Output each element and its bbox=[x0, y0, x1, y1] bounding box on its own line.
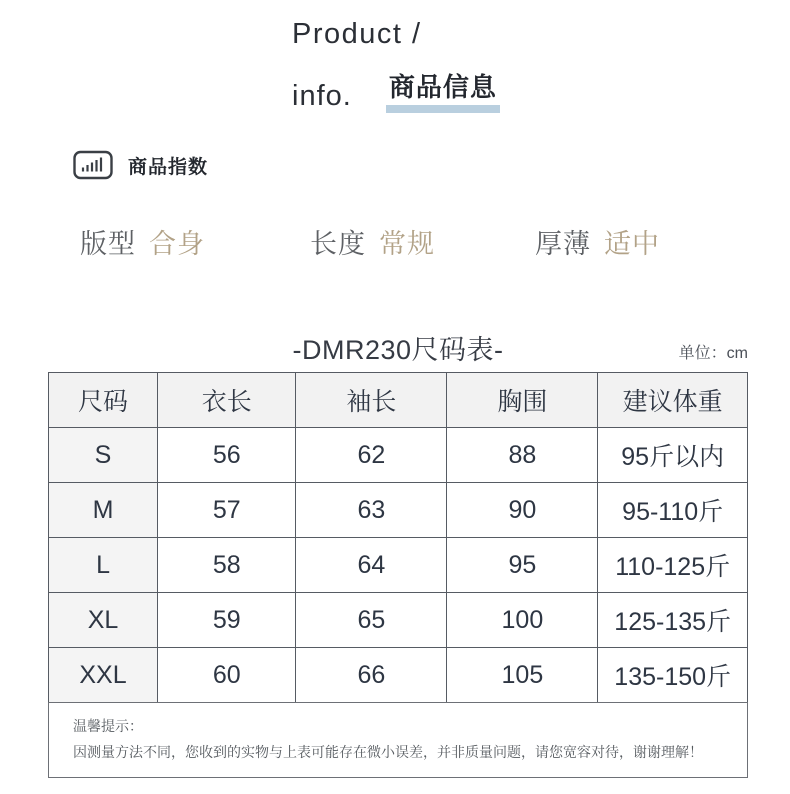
value-cell: 110-125斤 bbox=[598, 538, 748, 593]
value-cell: 62 bbox=[296, 428, 447, 483]
attribute-label: 长度 bbox=[310, 229, 366, 259]
column-header: 袖长 bbox=[296, 373, 447, 428]
size-table bbox=[48, 372, 748, 703]
attribute-fit bbox=[80, 222, 205, 261]
table-row bbox=[49, 593, 748, 648]
size-cell: M bbox=[49, 483, 158, 538]
table-header-row bbox=[49, 373, 748, 428]
header-title-zh: 商品信息 bbox=[386, 67, 500, 113]
notice-body: 因测量方法不同，您收到的实物与上表可能存在微小误差，并非质量问题，请您宽容对待，谢谢理解！ bbox=[73, 743, 703, 760]
value-cell: 59 bbox=[158, 593, 296, 648]
bar-chart-icon bbox=[73, 150, 113, 180]
product-index-section bbox=[73, 150, 208, 180]
attribute-value: 常规 bbox=[379, 229, 435, 259]
table-row bbox=[49, 538, 748, 593]
column-header: 胸围 bbox=[447, 373, 598, 428]
value-cell: 125-135斤 bbox=[598, 593, 748, 648]
value-cell: 64 bbox=[296, 538, 447, 593]
value-cell: 63 bbox=[296, 483, 447, 538]
size-cell: XXL bbox=[49, 648, 158, 703]
value-cell: 58 bbox=[158, 538, 296, 593]
value-cell: 95斤以内 bbox=[598, 428, 748, 483]
value-cell: 135-150斤 bbox=[598, 648, 748, 703]
value-cell: 60 bbox=[158, 648, 296, 703]
table-row bbox=[49, 483, 748, 538]
attribute-value: 合身 bbox=[149, 229, 205, 259]
attribute-value: 适中 bbox=[604, 229, 660, 259]
column-header: 尺码 bbox=[49, 373, 158, 428]
attribute-label: 版型 bbox=[80, 229, 136, 259]
header-title-en-line2: info. bbox=[292, 80, 352, 112]
value-cell: 105 bbox=[447, 648, 598, 703]
size-cell: L bbox=[49, 538, 158, 593]
value-cell: 90 bbox=[447, 483, 598, 538]
attribute-thickness bbox=[535, 222, 660, 261]
value-cell: 56 bbox=[158, 428, 296, 483]
header-title-en-line1: Product / bbox=[292, 18, 422, 50]
attribute-length bbox=[310, 222, 435, 261]
table-row bbox=[49, 428, 748, 483]
product-index-label: 商品指数 bbox=[128, 156, 209, 178]
header bbox=[292, 18, 500, 113]
unit-label: 单位：cm bbox=[678, 345, 748, 362]
attributes-row bbox=[80, 222, 720, 258]
size-chart-title: -DMR230尺码表- bbox=[292, 335, 504, 365]
notice-title: 温馨提示： bbox=[73, 718, 143, 734]
column-header: 建议体重 bbox=[598, 373, 748, 428]
value-cell: 57 bbox=[158, 483, 296, 538]
notice-box bbox=[48, 702, 748, 778]
value-cell: 95 bbox=[447, 538, 598, 593]
attribute-label: 厚薄 bbox=[535, 229, 591, 259]
header-title-line2 bbox=[292, 67, 500, 113]
value-cell: 88 bbox=[447, 428, 598, 483]
column-header: 衣长 bbox=[158, 373, 296, 428]
value-cell: 100 bbox=[447, 593, 598, 648]
size-table-body bbox=[49, 428, 748, 703]
value-cell: 65 bbox=[296, 593, 447, 648]
size-cell: S bbox=[49, 428, 158, 483]
value-cell: 66 bbox=[296, 648, 447, 703]
table-row bbox=[49, 648, 748, 703]
size-cell: XL bbox=[49, 593, 158, 648]
value-cell: 95-110斤 bbox=[598, 483, 748, 538]
